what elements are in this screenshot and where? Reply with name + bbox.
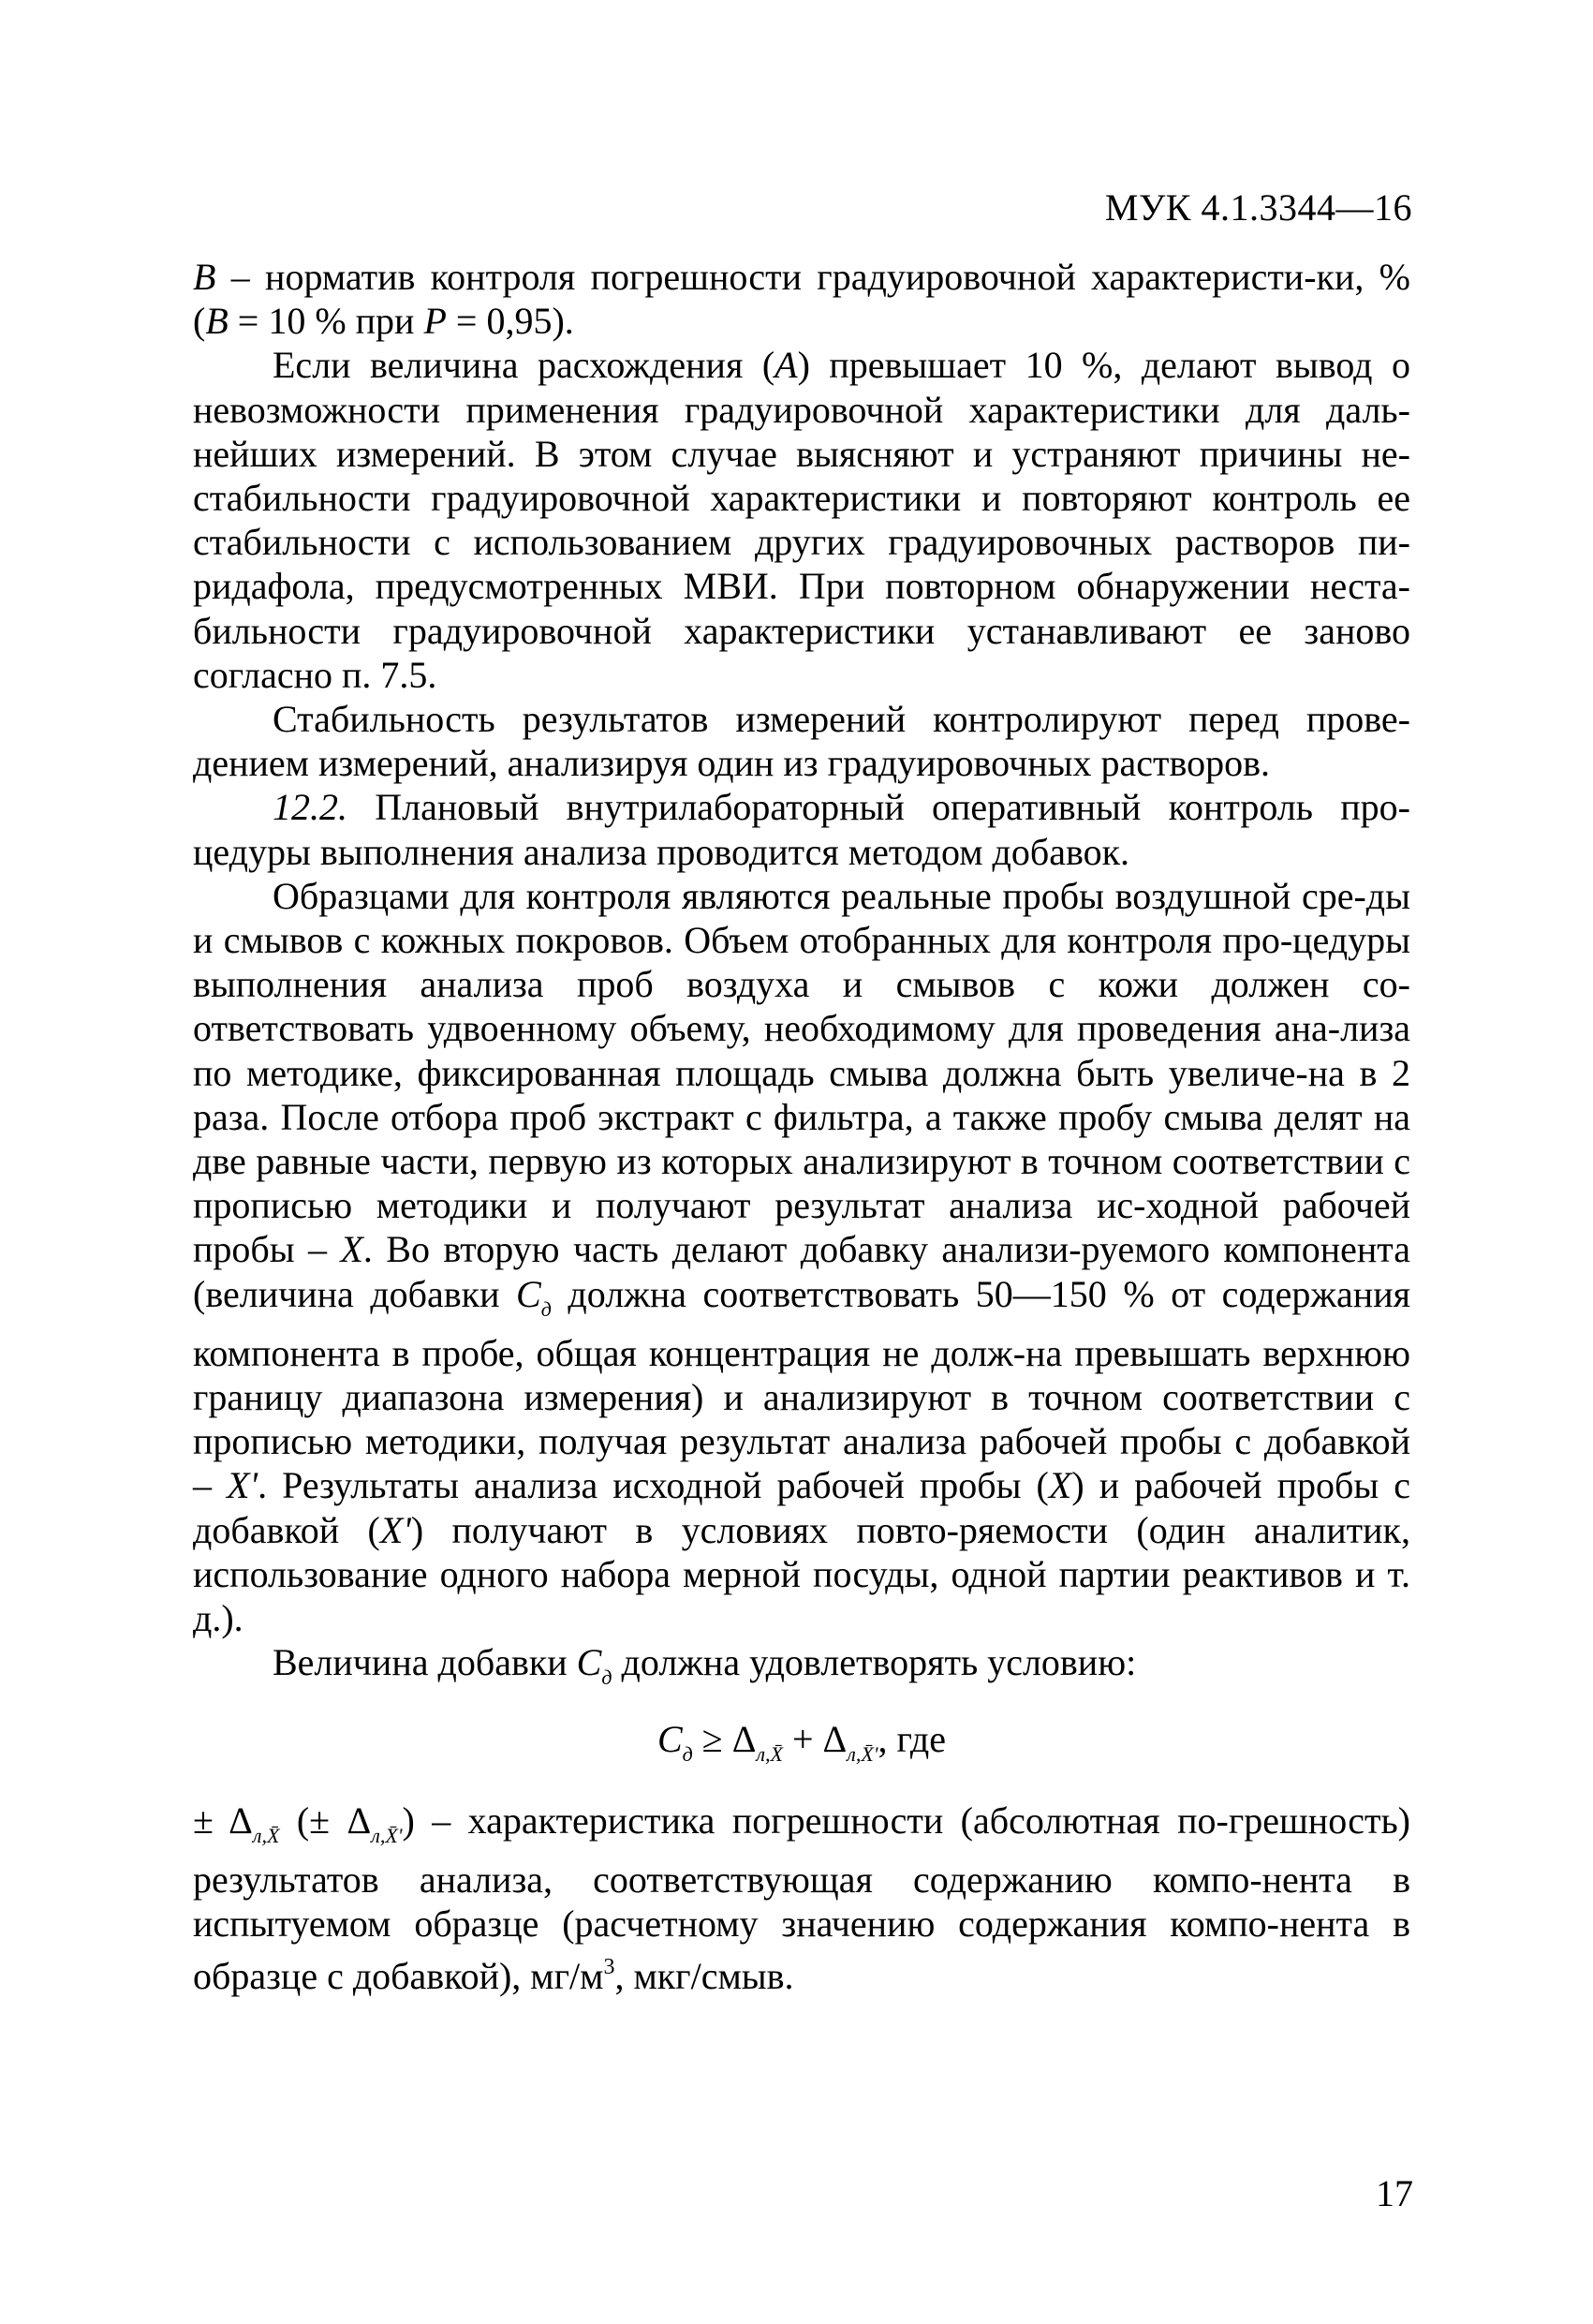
- paragraph-addition-condition: [193, 1640, 1410, 1699]
- formula-plus-delta: + Δ: [782, 1717, 848, 1760]
- document-body: [193, 255, 1410, 1999]
- var-a: A: [774, 344, 798, 387]
- var-b-2: B: [205, 300, 229, 343]
- formula-where: , где: [878, 1717, 947, 1760]
- formula-condition: [193, 1717, 1410, 1776]
- document-code-header: МУК 4.1.3344—16: [1104, 186, 1412, 229]
- formula-delta-sub-1: л,X̄: [756, 1741, 783, 1766]
- p1-text: – норматив контроля погрешности градуировочной характеристи-ки, % (: [193, 256, 1410, 343]
- var-x-prime-2: X': [379, 1508, 411, 1551]
- p5-b: . Во вторую часть делают добавку анализи-руемого компонента (величина добавки: [193, 1228, 1410, 1315]
- paragraph-discrepancy: [193, 343, 1410, 697]
- p7-b: (± Δ: [279, 1799, 372, 1842]
- p5-f: ) получают в условиях повто-ряемости (один аналитик, использование одного набора мерной посуды, одной партии реактивов и т. д.).: [193, 1508, 1410, 1640]
- var-x-2: X: [1048, 1464, 1072, 1507]
- p7-sup: 3: [603, 1955, 615, 1980]
- formula-cd-sub: д: [682, 1741, 693, 1766]
- p6-b: должна удовлетворять условию:: [612, 1641, 1137, 1684]
- page-number: 17: [1376, 2172, 1413, 2214]
- p1-end: = 0,95).: [446, 300, 574, 343]
- p2-start: Если величина расхождения (: [273, 344, 775, 387]
- var-p: P: [423, 300, 447, 343]
- paragraph-error-characteristic: [193, 1799, 1410, 1999]
- var-b: B: [193, 256, 216, 298]
- p7-sub-1: л,X̄: [252, 1823, 280, 1847]
- var-x-prime: X': [227, 1464, 258, 1507]
- p7-sub-2: л,X̄': [371, 1823, 403, 1847]
- formula-cd: C: [656, 1717, 683, 1760]
- p7-c: ) – характеристика погрешности (абсолютная по-грешность) результатов анализа, соответствующая содержанию компо-нента в испытуемом образце (расчетному значению содержания компо-нента в образце с добавкой), мг/м: [193, 1799, 1410, 1998]
- p5-c: должна соответствовать 50—150 % от содержания компонента в пробе, общая концентрация не долж-на превышать верхнюю границу диапазона измерения) и анализируют в точном соответствии с прописью методики, получая результат анализа рабочей пробы с добавкой –: [193, 1272, 1410, 1507]
- p7-d: , мкг/смыв.: [614, 1955, 794, 1998]
- p5-d: . Результаты анализа исходной рабочей пробы (: [258, 1464, 1049, 1507]
- p2-text: ) превышает 10 %, делают вывод о невозможности применения градуировочной характеристики для даль-нейших измерений. В этом случае выясняют и устраняют причины не-стабильности градуировочной характеристики и повторяют контроль ее стабильности с использованием других градуировочных растворов пи-ридафола, предусмотренных МВИ. При повторном обнаружении неста-бильности градуировочной характеристики устанавливают ее заново согласно п. 7.5.: [193, 344, 1410, 696]
- p1-mid: = 10 % при: [228, 300, 424, 343]
- p7-a: ± Δ: [193, 1799, 253, 1842]
- var-cd: C: [516, 1272, 541, 1315]
- p5-a: Образцами для контроля являются реальные пробы воздушной сре-ды и смывов с кожных покровов. Объем отобранных для контроля про-цедуры выполнения анализа проб воздуха и смывов с кожи должен со-ответствовать удвоенному объему, необходимому для проведения ана-лиза по методике, фиксированная площадь смыва должна быть увеличе-на в 2 раза. После отбора проб экстракт с фильтра, а также пробу смыва делят на две равные части, первую из которых анализируют в точном соответствии с прописью методики и получают результат анализа ис-ходной рабочей пробы –: [193, 874, 1410, 1271]
- p4-text: Плановый внутрилабораторный оперативный контроль про-цедуры выполнения анализа проводится методом добавок.: [193, 786, 1410, 873]
- paragraph-control-samples: [193, 874, 1410, 1640]
- var-x: X: [340, 1228, 363, 1271]
- var-cd-2: C: [576, 1641, 602, 1684]
- paragraph-stability: Стабильность результатов измерений контролируют перед прове-дением измерений, анализируя один из градуировочных растворов.: [193, 698, 1410, 785]
- p6-a: Величина добавки: [273, 1641, 577, 1684]
- section-number: 12.2.: [273, 786, 347, 829]
- paragraph-b-definition: [193, 255, 1410, 343]
- var-cd-sub: д: [540, 1296, 552, 1321]
- p5-e: ) и рабочей пробы с добавкой (: [193, 1464, 1411, 1551]
- formula-delta-sub-2: л,X̄': [847, 1741, 878, 1766]
- paragraph-12-2: [193, 785, 1410, 873]
- var-cd-sub-2: д: [601, 1665, 612, 1690]
- formula-geq-delta: ≥ Δ: [692, 1717, 757, 1760]
